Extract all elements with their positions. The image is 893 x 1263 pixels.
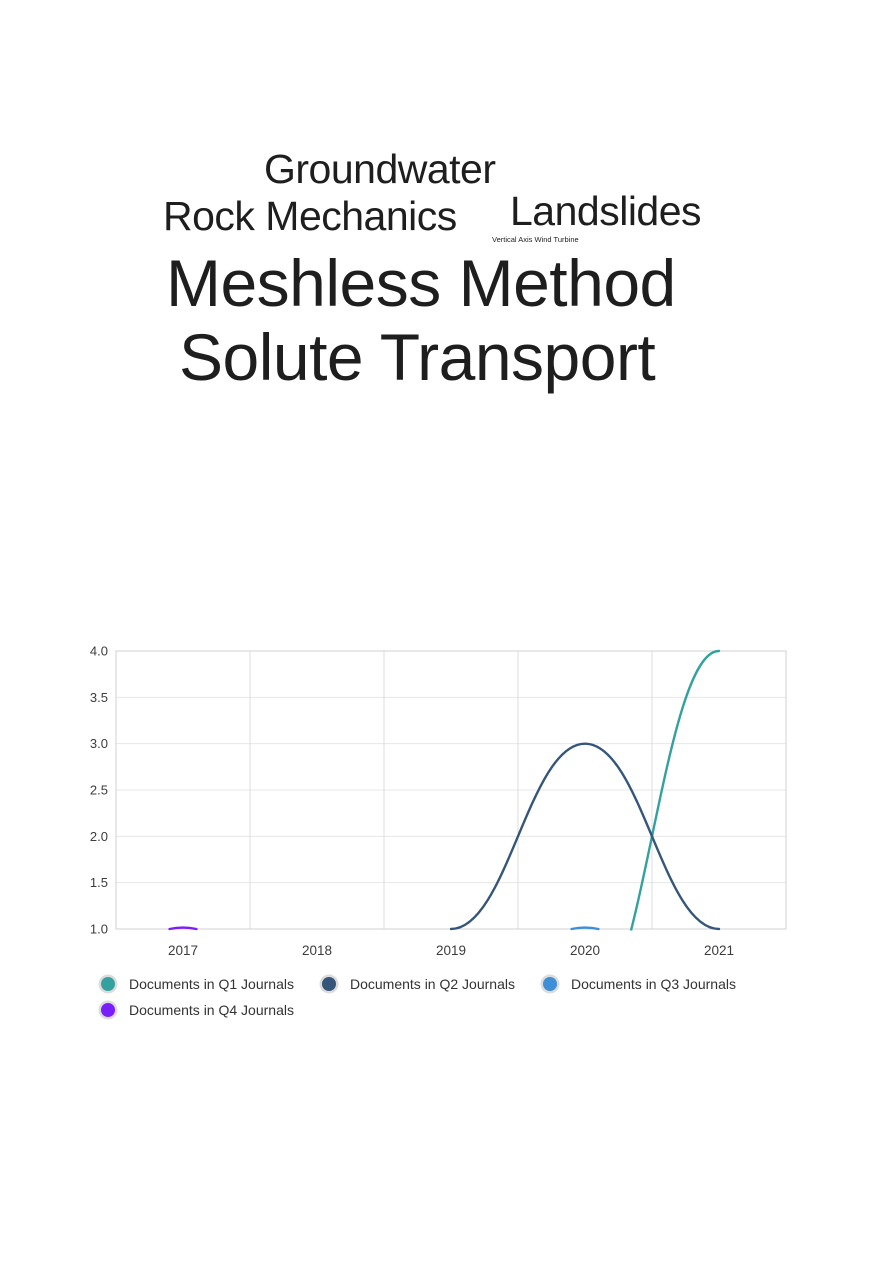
y-axis-tick-label: 3.0 <box>89 736 108 752</box>
legend-label: Documents in Q3 Journals <box>571 976 736 992</box>
x-axis-tick-label: 2017 <box>167 943 199 958</box>
x-axis-tick-label: 2021 <box>703 943 735 958</box>
x-axis-tick-label: 2020 <box>569 943 601 958</box>
series-line-q4 <box>170 928 197 929</box>
legend-label: Documents in Q4 Journals <box>129 1002 294 1018</box>
keyword-meshless-method: Meshless Method <box>166 246 676 320</box>
y-axis-tick-label: 2.0 <box>89 828 108 844</box>
y-axis-tick-label: 1.5 <box>89 875 108 891</box>
y-axis-tick-label: 2.5 <box>89 782 108 798</box>
y-axis-tick-label: 4.0 <box>89 643 108 659</box>
legend-marker-icon <box>322 977 336 991</box>
chart-legend <box>99 971 789 1023</box>
legend-label: Documents in Q2 Journals <box>350 976 515 992</box>
series-line-q3 <box>572 928 599 929</box>
x-axis-tick-label: 2018 <box>301 943 333 958</box>
legend-item-q1-journals[interactable] <box>99 971 320 997</box>
legend-marker-icon <box>543 977 557 991</box>
legend-item-q2-journals[interactable] <box>320 971 541 997</box>
x-axis-tick-label: 2019 <box>435 943 467 958</box>
keyword-vertical-axis-wind-turbine: Vertical Axis Wind Turbine <box>492 235 579 244</box>
keyword-groundwater: Groundwater <box>264 146 496 192</box>
y-axis-tick-label: 1.0 <box>89 921 108 937</box>
y-axis-tick-label: 3.5 <box>89 689 108 705</box>
keyword-landslides: Landslides <box>510 188 702 234</box>
keyword-rock-mechanics: Rock Mechanics <box>163 193 457 239</box>
legend-marker-icon <box>101 1003 115 1017</box>
legend-item-q3-journals[interactable] <box>541 971 762 997</box>
legend-item-q4-journals[interactable] <box>99 997 320 1023</box>
legend-marker-icon <box>101 977 115 991</box>
legend-label: Documents in Q1 Journals <box>129 976 294 992</box>
keyword-solute-transport: Solute Transport <box>179 320 656 394</box>
